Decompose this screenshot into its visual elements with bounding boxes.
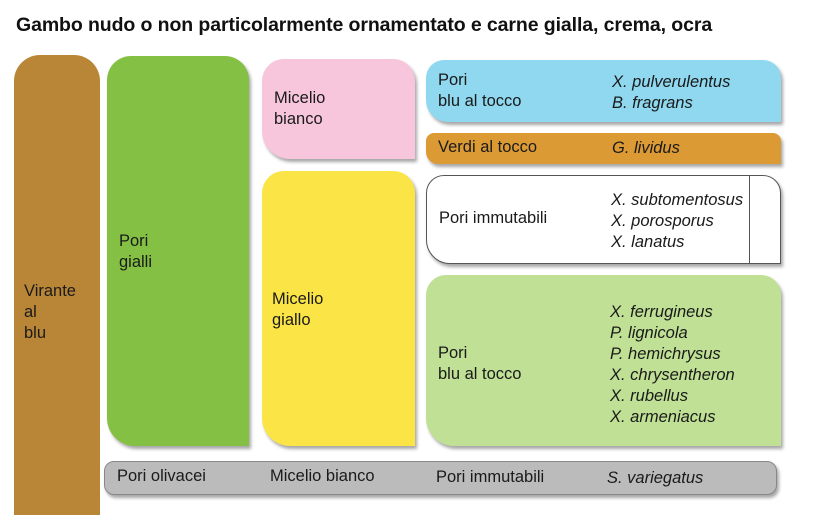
label-line: blu xyxy=(24,324,47,342)
label-line: blu al tocco xyxy=(438,365,522,383)
species-name: X. chrysentheron xyxy=(610,366,735,384)
divider-line xyxy=(749,175,750,264)
box-pori-blu-al-tocco-green xyxy=(426,275,781,446)
label-line: Pori xyxy=(438,344,468,362)
bottom-label-micelio-bianco: Micelio bianco xyxy=(270,467,375,485)
species-name: P. lignicola xyxy=(610,324,688,342)
species-name: X. armeniacus xyxy=(610,408,716,426)
species-name: G. lividus xyxy=(612,139,680,157)
species-list xyxy=(610,302,735,428)
box-white-label: Pori immutabili xyxy=(439,209,548,227)
box-virante-label xyxy=(24,281,76,344)
label-line: al xyxy=(24,303,37,321)
box-pori-olivacei-row xyxy=(104,461,777,495)
species-list xyxy=(611,190,743,253)
species-name: B. fragrans xyxy=(612,94,693,112)
bottom-label-pori-olivacei: Pori olivacei xyxy=(117,467,206,485)
species-name: X. pulverulentus xyxy=(612,73,731,91)
box-pori-blu-al-tocco-blue xyxy=(426,60,781,122)
bottom-species-name: S. variegatus xyxy=(607,469,704,487)
label-line: Micelio xyxy=(272,290,324,308)
box-verdi-al-tocco xyxy=(426,133,781,164)
box-green-label xyxy=(438,343,521,385)
label-line: giallo xyxy=(272,311,311,329)
species-name: X. ferrugineus xyxy=(610,303,713,321)
label-line: Pori xyxy=(438,71,468,89)
box-blue-label xyxy=(438,70,521,112)
box-virante-al-blu xyxy=(14,55,100,515)
box-micelio-bianco-label xyxy=(274,88,325,130)
box-micelio-giallo-label xyxy=(272,289,323,331)
species-list xyxy=(612,138,680,159)
species-name: P. hemichrysus xyxy=(610,345,721,363)
label-line: Virante xyxy=(24,282,76,300)
box-pori-gialli xyxy=(107,56,249,446)
box-micelio-giallo xyxy=(262,171,415,446)
species-name: X. porosporus xyxy=(611,212,714,230)
species-name: X. subtomentosus xyxy=(611,191,744,209)
label-line: Pori xyxy=(119,232,149,250)
label-line: Micelio xyxy=(274,89,326,107)
box-pori-gialli-label xyxy=(119,231,152,273)
label-line: blu al tocco xyxy=(438,92,522,110)
box-orange-label: Verdi al tocco xyxy=(438,138,538,156)
bottom-label-pori-immutabili: Pori immutabili xyxy=(436,468,545,486)
page-title: Gambo nudo o non particolarmente ornamentato e carne gialla, crema, ocra xyxy=(16,14,713,36)
label-line: gialli xyxy=(119,253,153,271)
species-list xyxy=(612,72,730,114)
species-name: X. lanatus xyxy=(611,233,685,251)
box-pori-immutabili xyxy=(426,175,781,264)
species-name: X. rubellus xyxy=(610,387,688,405)
box-micelio-bianco xyxy=(262,59,415,159)
label-line: bianco xyxy=(274,110,323,128)
